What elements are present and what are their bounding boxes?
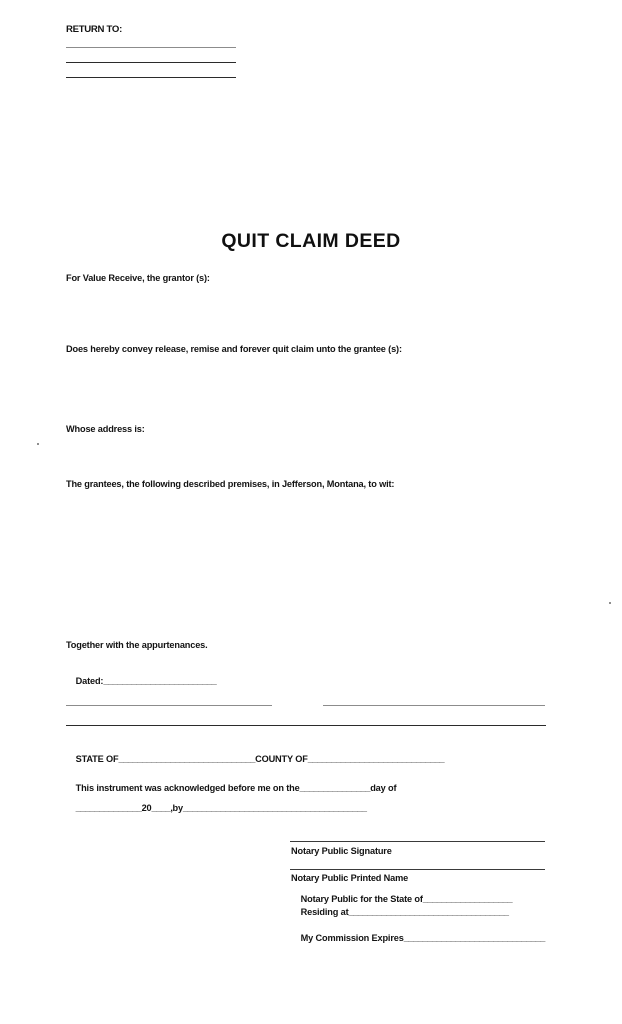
acknowledgment-person-blank[interactable]: _______________________________________ (182, 803, 367, 814)
premises-statement: The grantees, the following described premises, in Jefferson, Montana, to wit: (66, 479, 395, 489)
state-county-row (66, 746, 444, 774)
acknowledgment-by-label: by (172, 803, 183, 814)
appurtenances-statement: Together with the appurtenances. (66, 640, 208, 650)
notary-printed-name-label: Notary Public Printed Name (291, 873, 409, 883)
acknowledgment-year-blank[interactable]: ____, (151, 803, 173, 814)
address-statement: Whose address is: (66, 424, 145, 434)
scan-artifact-speck-left (37, 443, 39, 445)
acknowledgment-day-blank[interactable]: _______________ (299, 783, 371, 794)
scan-artifact-speck-right (609, 602, 611, 604)
acknowledgment-text-start: This instrument was acknowledged before me on the (75, 783, 300, 794)
return-to-blank-line-3[interactable] (66, 77, 236, 78)
state-of-fill-blank[interactable]: _____________________________ (118, 754, 256, 765)
notary-commission-row (291, 925, 545, 953)
notary-commission-blank[interactable]: ______________________________ (403, 933, 545, 944)
notary-residing-label: Residing at (300, 907, 349, 918)
notary-state-blank[interactable]: ___________________ (422, 894, 513, 905)
notary-state-label: Notary Public for the State of (300, 894, 423, 905)
grantor-signature-line-right[interactable] (323, 705, 545, 706)
return-to-blank-line-1[interactable] (66, 47, 236, 48)
notary-signature-line[interactable] (290, 841, 545, 842)
county-of-fill-blank[interactable]: _____________________________ (307, 754, 445, 765)
acknowledgment-line-2 (66, 795, 367, 823)
acknowledgment-month-blank[interactable]: ______________ (75, 803, 142, 814)
return-to-blank-line-2[interactable] (66, 62, 236, 63)
grantor-signature-line-left[interactable] (66, 705, 272, 706)
acknowledgment-year-prefix: 20 (141, 803, 152, 814)
dated-fill-blank[interactable]: ________________________ (103, 676, 217, 687)
notary-printed-name-line[interactable] (290, 869, 545, 870)
acknowledgment-day-of-label: day of (370, 783, 397, 794)
return-to-label: RETURN TO: (66, 24, 122, 35)
county-of-label: COUNTY OF (255, 754, 308, 765)
grantor-statement: For Value Receive, the grantor (s): (66, 273, 210, 283)
notary-commission-label: My Commission Expires (300, 933, 404, 944)
acknowledgment-separator-line (66, 725, 546, 726)
page-title: QUIT CLAIM DEED (221, 230, 401, 252)
conveyance-statement: Does hereby convey release, remise and forever quit claim unto the grantee (s): (66, 344, 402, 354)
notary-residing-blank[interactable]: __________________________________ (348, 907, 509, 918)
state-of-label: STATE OF (75, 754, 119, 765)
dated-label: Dated: (75, 676, 104, 687)
notary-residing-row (291, 899, 509, 927)
dated-row (66, 668, 216, 696)
notary-signature-label: Notary Public Signature (291, 846, 392, 856)
